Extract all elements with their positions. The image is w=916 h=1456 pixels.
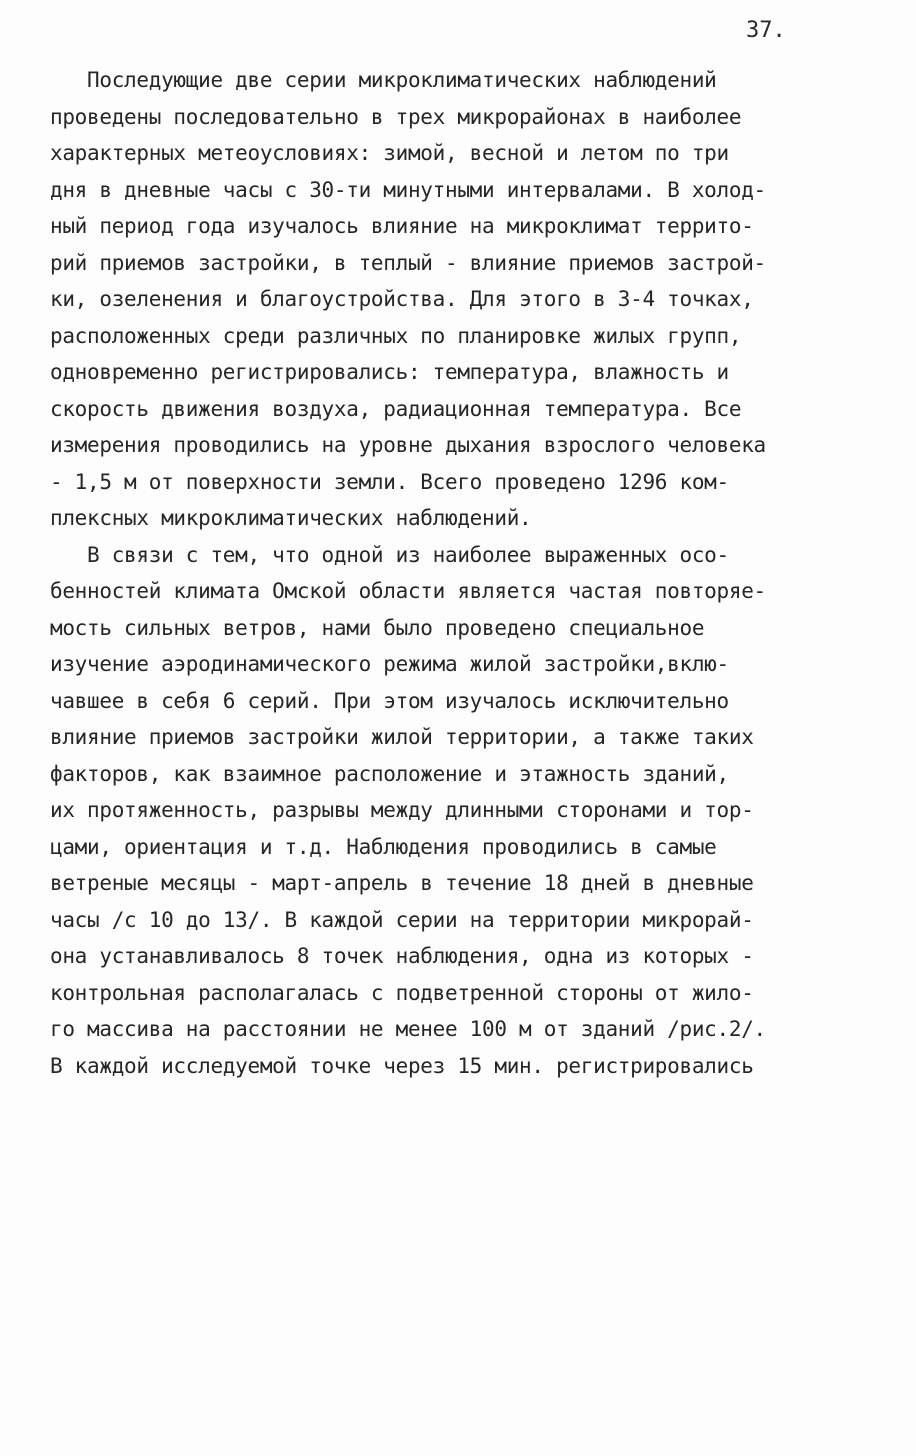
text-line: часы /с 10 до 13/. В каждой серии на территории микрорай- [50,907,754,932]
text-line: характерных метеоусловиях: зимой, весной и летом по три [50,141,729,165]
text-line: их протяженность, разрывы между длинными сторонами и тор- [50,798,754,822]
text-line: расположенных среди различных по планировке жилых групп, [50,323,742,348]
text-line: изучение аэродинамического режима жилой застройки,вклю- [50,652,729,676]
document-body [50,62,880,1084]
text-line: плексных микроклиматических наблюдений. [50,506,532,530]
text-line: факторов, как взаимное расположение и этажность зданий, [50,761,729,786]
text-line: го массива на расстоянии не менее 100 м от зданий /рис.2/. [50,1017,766,1041]
text-line: проведены последовательно в трех микрорайонах в наиболее [50,104,742,129]
text-line: она устанавливалось 8 точек наблюдения, одна из которых - [50,944,754,968]
text-line: ки, озеленения и благоустройства. Для этого в 3-4 точках, [50,287,754,311]
text-line: измерения проводились на уровне дыхания взрослого человека [50,433,766,457]
text-line: - 1,5 м от поверхности земли. Всего проведено 1296 ком- [50,469,729,494]
text-line: скорость движения воздуха, радиационная температура. Все [50,396,742,421]
text-line: влияние приемов застройки жилой территории, а также таких [50,725,754,749]
text-line: рий приемов застройки, в теплый - влияние приемов застрой- [50,250,766,275]
text-line: Последующие две серии микроклиматических наблюдений [50,68,717,92]
text-line: мость сильных ветров, нами было проведено специальное [50,615,705,640]
text-line: ветреные месяцы - март-апрель в течение 18 дней в дневные [50,871,754,895]
text-line: В связи с тем, что одной из наиболее выраженных осо- [50,542,729,567]
text-line: контрольная располагалась с подветренной стороны от жило- [50,980,754,1005]
text-line: В каждой исследуемой точке через 15 мин. регистрировались [50,1053,754,1078]
page-number: 37. [746,18,786,43]
paragraph-1 [50,62,880,537]
text-line: бенностей климата Омской области является частая повторяе- [50,579,766,603]
text-line: чавшее в себя 6 серий. При этом изучалось исключительно [50,688,729,713]
text-line: ный период года изучалось влияние на микроклимат террито- [50,214,754,238]
paragraph-2 [50,537,880,1085]
text-line: цами, ориентация и т.д. Наблюдения проводились в самые [50,834,717,859]
text-line: дня в дневные часы с 30-ти минутными интервалами. В холод- [50,177,766,202]
text-line: одновременно регистрировались: температура, влажность и [50,360,729,384]
